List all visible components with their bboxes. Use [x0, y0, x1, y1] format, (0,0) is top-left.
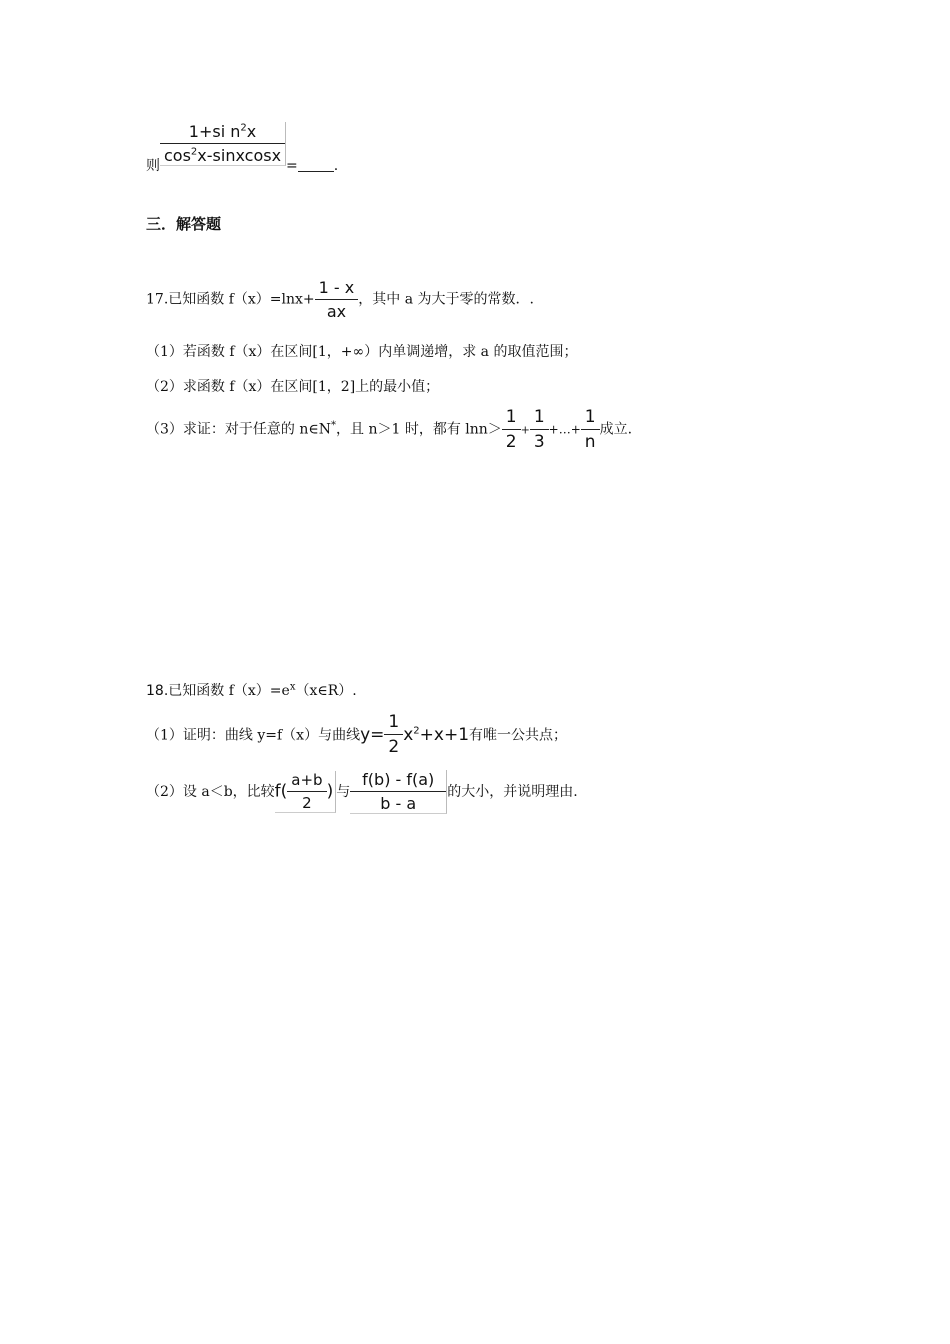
q17-part1: （1）若函数 f（x）在区间[1，+∞）内单调递增，求 a 的取值范围；: [146, 344, 578, 360]
q17-stem-tail: ，其中 a 为大于零的常数．.: [358, 291, 534, 308]
q17-fraction: [315, 278, 359, 321]
q18-part1: （1）证明：曲线 y=f（x）与曲线y= $\frac{1}{2}$ $x^2+x+1$有唯一公共点；: [146, 712, 568, 757]
q16-denominator: $\cos^2x$-sinxcosx: [164, 146, 282, 165]
q18-part2-fraction: $\frac{f(b) - f(a)}{b - a}$: [350, 770, 447, 814]
q17-frac-num: 1 - x: [318, 278, 355, 297]
q16-period: .: [333, 158, 339, 174]
q17-part3: （3）求证：对于任意的 n∈N*，且 n＞1 时，都有 lnn＞ $\frac{1}{2}$ + $\frac{1}{3}$ +…+ $\frac{1}{n}$ 成立.: [146, 407, 633, 452]
q16-numerator: 1+si $n^2x$: [188, 122, 257, 141]
q17-part3-frac-1: $\frac{1}{2}$: [502, 407, 521, 452]
q16-equals: =: [286, 158, 298, 174]
q18-part2-inner-fraction: $\frac{a+b}{2}$: [287, 771, 326, 812]
q16-expression: [146, 122, 338, 175]
q17-stem-lead: 17.已知函数 f（x）=lnx+: [146, 291, 315, 308]
section-heading: 三．解答题: [146, 215, 222, 233]
q18-stem: 18.已知函数 $f(x)=e^x(x\in R)$.: [146, 681, 357, 699]
q16-fraction: [160, 122, 286, 166]
q17-part2: （2）求函数 f（x）在区间[1，2]上的最小值；: [146, 379, 440, 395]
q18-curve-expression: y= $\frac{1}{2}$ $x^2+x+1$: [360, 712, 470, 757]
q16-prefix: 则: [146, 158, 160, 174]
q17-part3-frac-2: $\frac{1}{3}$: [530, 407, 549, 452]
q18-part2: （2）设 a＜b，比较f( $\frac{a+b}{2}$ ) 与 $\frac{f(b) - f(a)}{b - a}$ 的大小，并说明理由.: [146, 770, 578, 813]
q17-part3-frac-3: $\frac{1}{n}$: [581, 407, 600, 452]
q18-part2-f-expression: f( $\frac{a+b}{2}$ ): [275, 771, 337, 813]
q17-frac-den: ax: [326, 302, 347, 321]
answer-blank: [298, 157, 334, 172]
q17-stem: [146, 278, 534, 321]
q18-part1-fraction: $\frac{1}{2}$: [384, 712, 403, 757]
